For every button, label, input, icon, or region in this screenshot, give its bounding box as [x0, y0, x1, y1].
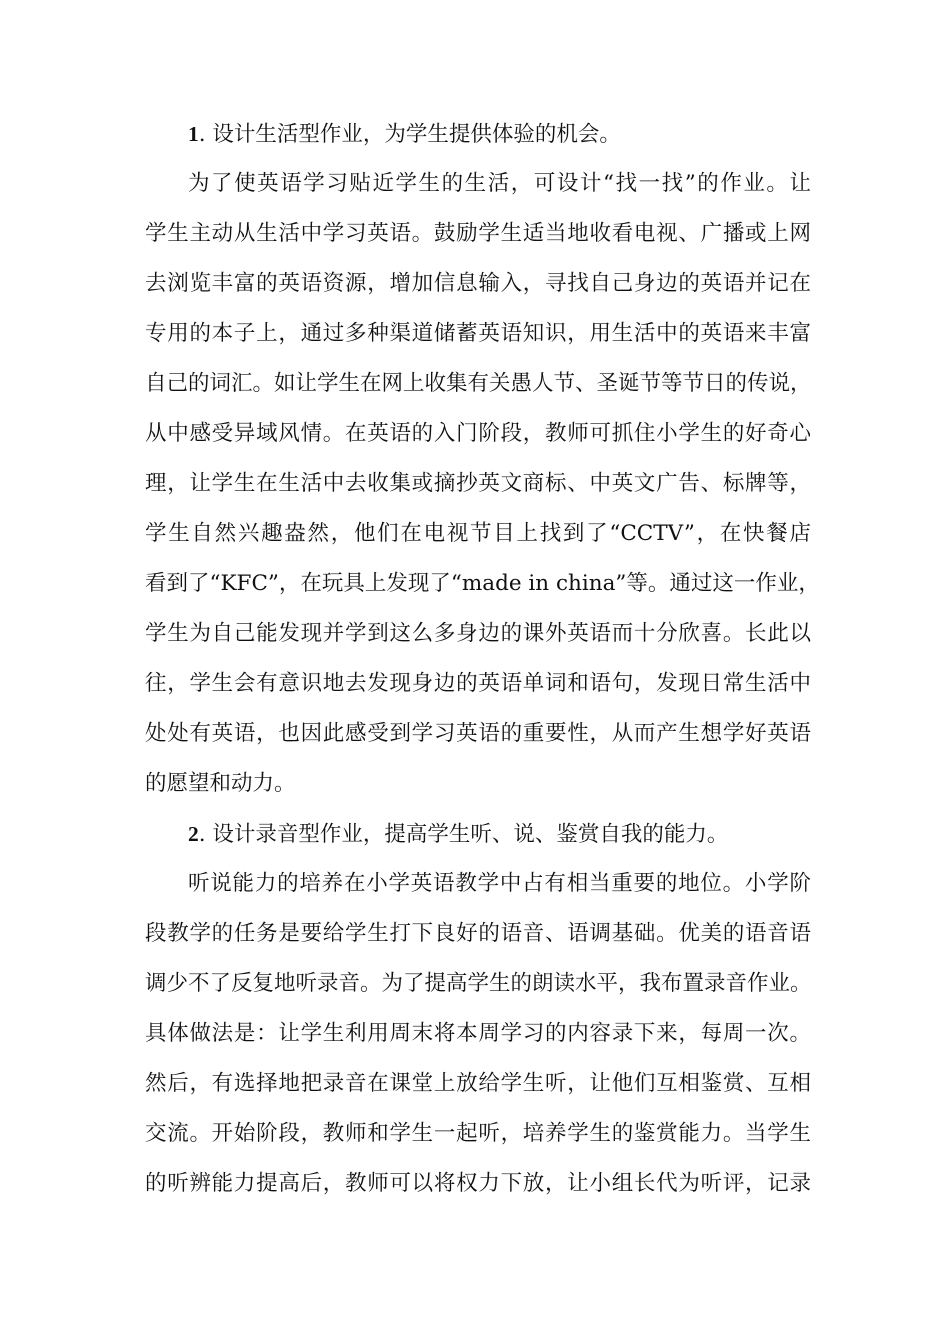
paragraph-line: 学生为自己能发现并学到这么多身边的课外英语而十分欣喜。长此以	[145, 621, 811, 646]
section-2-heading-number: 2	[188, 822, 199, 846]
section-2-heading	[188, 812, 811, 856]
section-1-heading	[188, 112, 811, 156]
paragraph-line: 的愿望和动力。	[145, 771, 296, 796]
section-2-heading-text: . 设计录音型作业，提高学生听、说、鉴赏自我的能力。	[198, 822, 729, 847]
paragraph-line: 往，学生会有意识地去发现身边的英语单词和语句，发现日常生活中	[145, 671, 811, 696]
paragraph-line: 段教学的任务是要给学生打下良好的语音、语调基础。优美的语音语	[145, 921, 811, 946]
paragraph-line: 处处有英语，也因此感受到学习英语的重要性，从而产生想学好英语	[145, 721, 811, 746]
paragraph-line: 学生自然兴趣盎然，他们在电视节目上找到了“CCTV”，在快餐店	[145, 521, 811, 546]
paragraph-line: 具体做法是：让学生利用周末将本周学习的内容录下来，每周一次。	[145, 1021, 811, 1046]
paragraph-line: 理，让学生在生活中去收集或摘抄英文商标、中英文广告、标牌等，	[145, 471, 811, 496]
paragraph-line: 然后，有选择地把录音在课堂上放给学生听，让他们互相鉴赏、互相	[145, 1071, 811, 1096]
paragraph-line: 为了使英语学习贴近学生的生活，可设计“找一找”的作业。让	[188, 171, 811, 196]
section-1-heading-text: . 设计生活型作业，为学生提供体验的机会。	[198, 122, 621, 147]
paragraph-line: 学生主动从生活中学习英语。鼓励学生适当地收看电视、广播或上网	[145, 221, 811, 246]
paragraph-line: 的听辨能力提高后，教师可以将权力下放，让小组长代为听评，记录	[145, 1171, 811, 1196]
paragraph-line: 从中感受异域风情。在英语的入门阶段，教师可抓住小学生的好奇心	[145, 421, 811, 446]
paragraph-line: 听说能力的培养在小学英语教学中占有相当重要的地位。小学阶	[188, 871, 811, 896]
paragraph-line: 去浏览丰富的英语资源，增加信息输入，寻找自己身边的英语并记在	[145, 271, 811, 296]
paragraph-line: 调少不了反复地听录音。为了提高学生的朗读水平，我布置录音作业。	[145, 971, 812, 996]
paragraph-line: 专用的本子上，通过多种渠道储蓄英语知识，用生活中的英语来丰富	[145, 321, 811, 346]
section-1-heading-number: 1	[188, 122, 199, 146]
paragraph-line: 自己的词汇。如让学生在网上收集有关愚人节、圣诞节等节日的传说，	[145, 371, 812, 396]
paragraph-line: 交流。开始阶段，教师和学生一起听，培养学生的鉴赏能力。当学生	[145, 1121, 811, 1146]
paragraph-line: 看到了“KFC”，在玩具上发现了“made in china”等。通过这一作业，	[145, 571, 820, 596]
